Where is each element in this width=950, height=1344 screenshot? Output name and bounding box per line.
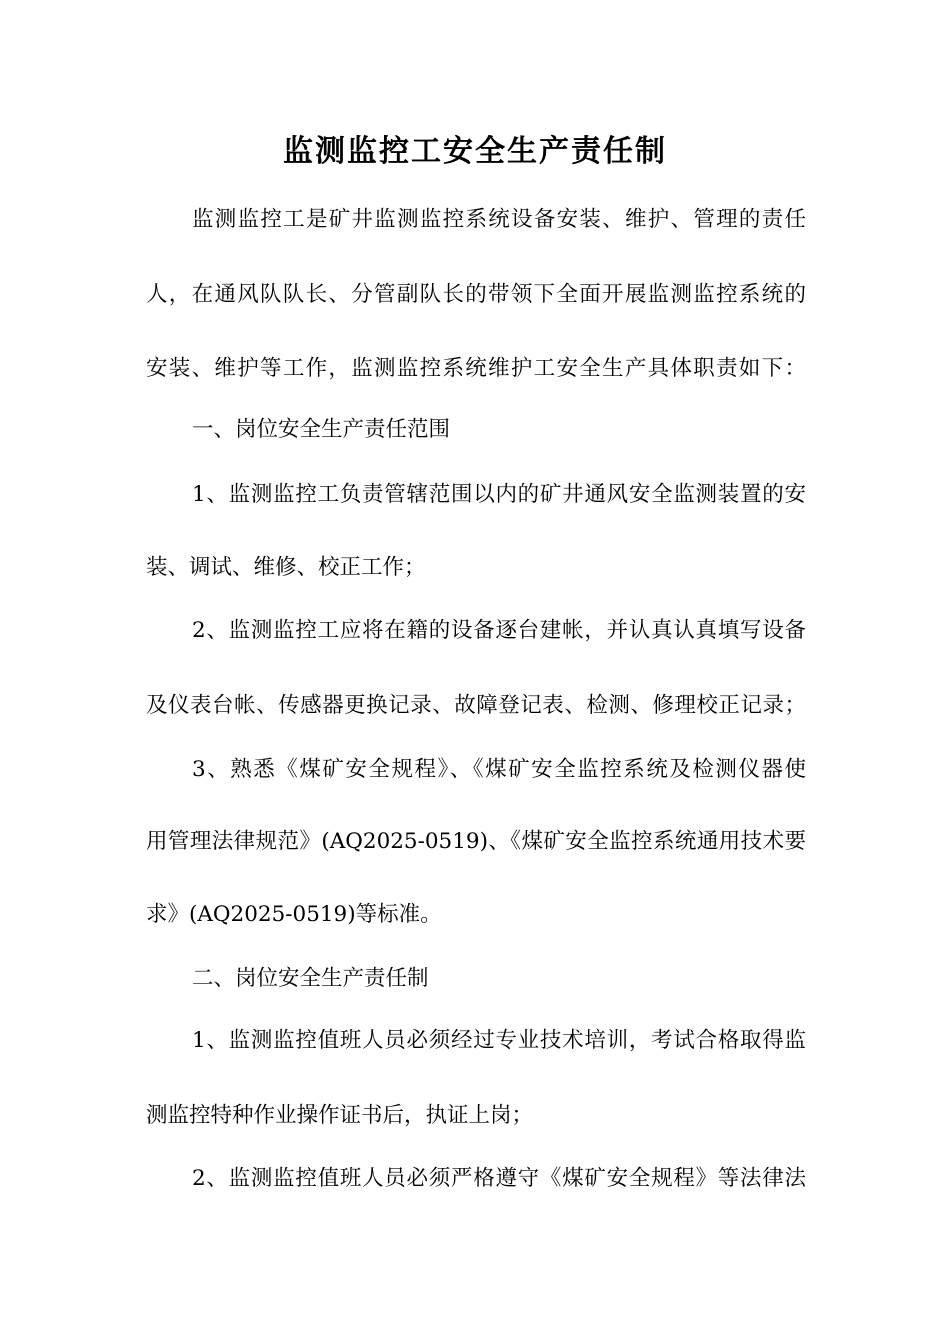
paragraph-line: 及仪表台帐、传感器更换记录、故障登记表、检测、修理校正记录； <box>146 693 806 718</box>
section-heading: 二、岗位安全生产责任制 <box>192 966 429 991</box>
paragraph-line: 用管理法律规范》(AQ2025-0519)、《煤矿安全监控系统通用技术要 <box>146 829 806 854</box>
paragraph-line: 监测监控工是矿井监测监控系统设备安装、维护、管理的责任 <box>192 207 806 232</box>
paragraph-line: 1、监测监控值班人员必须经过专业技术培训，考试合格取得监 <box>192 1028 806 1053</box>
paragraph-line: 2、监测监控工应将在籍的设备逐台建帐，并认真认真填写设备 <box>192 618 806 643</box>
section-heading: 一、岗位安全生产责任范围 <box>192 417 451 442</box>
document-title: 监测监控工安全生产责任制 <box>283 134 667 169</box>
paragraph-line: 人，在通风队队长、分管副队长的带领下全面开展监测监控系统的 <box>146 282 806 307</box>
paragraph-line: 1、监测监控工负责管辖范围以内的矿井通风安全监测装置的安 <box>192 482 806 507</box>
paragraph-line: 求》(AQ2025-0519)等标准。 <box>146 902 442 927</box>
paragraph-line: 装、调试、维修、校正工作； <box>146 555 426 580</box>
paragraph-line: 测监控特种作业操作证书后，执证上岗； <box>146 1103 534 1128</box>
paragraph-line: 3、熟悉《煤矿安全规程》、《煤矿安全监控系统及检测仪器使 <box>192 757 806 782</box>
paragraph-line: 安装、维护等工作，监测监控系统维护工安全生产具体职责如下： <box>146 356 806 381</box>
paragraph-line: 2、监测监控值班人员必须严格遵守《煤矿安全规程》等法律法 <box>192 1166 806 1191</box>
